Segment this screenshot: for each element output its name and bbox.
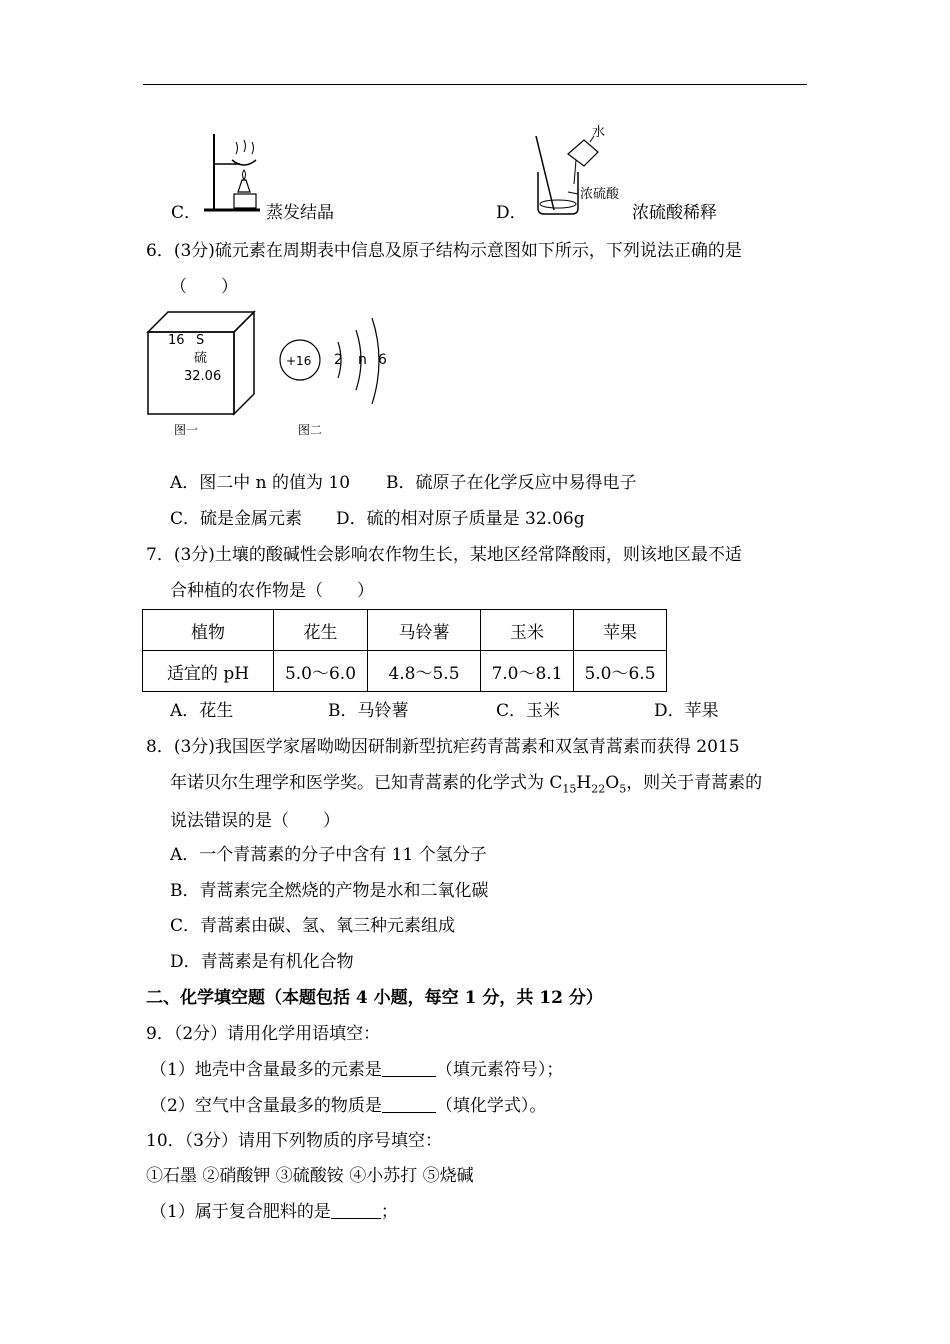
table-header-cell: 花生	[274, 610, 368, 651]
q8-option-c: C．青蒿素由碳、氢、氧三种元素组成	[170, 916, 456, 936]
q6-option-b: B．硫原子在化学反应中易得电子	[386, 473, 637, 493]
q10-item-1-text: （1）属于复合肥料的是	[150, 1202, 331, 1222]
formula-h: H	[576, 773, 592, 793]
element-mass: 32.06	[184, 369, 222, 384]
q6-stem-line2: （ ）	[170, 277, 238, 297]
formula-h-subscript: 22	[591, 782, 606, 796]
table-row	[143, 651, 667, 692]
evaporation-apparatus-figure	[200, 130, 266, 216]
table-cell: 5.0～6.0	[274, 651, 368, 692]
ph-table	[142, 609, 667, 692]
section-2-heading: 二、化学填空题（本题包括 4 小题，每空 1 分，共 12 分）	[146, 988, 603, 1008]
q9-item-1-text: （1）地壳中含量最多的元素是	[150, 1060, 382, 1080]
figure-1-caption: 图一	[174, 423, 199, 437]
q5-option-c-text: 蒸发结晶	[266, 203, 334, 223]
element-name: 硫	[194, 351, 208, 366]
q7-stem-line1: 7．(3分)土壤的酸碱性会影响农作物生长，某地区经常降酸雨，则该地区最不适	[146, 545, 742, 565]
figure-2-caption: 图二	[298, 423, 323, 437]
shell-3-electrons: 6	[378, 352, 387, 368]
q7-option-c: C．玉米	[496, 701, 561, 721]
fig-d-label-acid: 浓硫酸	[580, 187, 620, 202]
shell-1-electrons: 2	[334, 352, 343, 368]
periodic-table-cell-figure	[146, 310, 266, 438]
answer-blank[interactable]	[382, 1096, 436, 1113]
table-cell: 7.0～8.1	[481, 651, 574, 692]
nucleus-charge: +16	[286, 354, 312, 368]
q8-option-d: D．青蒿素是有机化合物	[170, 952, 354, 972]
q7-option-a: A．花生	[170, 701, 234, 721]
element-symbol: S	[196, 333, 205, 348]
q9-stem: 9．（2分）请用化学用语填空：	[146, 1024, 381, 1044]
q9-item-1	[150, 1055, 563, 1080]
q8-option-a: A．一个青蒿素的分子中含有 11 个氢分子	[170, 845, 487, 865]
q7-stem-line2: 合种植的农作物是（ ）	[170, 581, 374, 601]
table-header-cell: 马铃薯	[368, 610, 481, 651]
table-cell: 5.0～6.5	[574, 651, 667, 692]
q8-stem-line2-text: 年诺贝尔生理学和医学奖。已知青蒿素的化学式为 C	[170, 773, 563, 793]
fig-d-label-water: 水	[592, 125, 606, 140]
table-header-row	[143, 610, 667, 651]
q7-option-d: D．苹果	[654, 701, 719, 721]
q9-item-2-hint: （填化学式）。	[435, 1096, 547, 1116]
q10-item-1	[150, 1197, 398, 1222]
formula-c-subscript: 15	[562, 782, 577, 796]
table-cell: 适宜的 pH	[143, 651, 274, 692]
q10-stem: 10．（3分）请用下列物质的序号填空：	[146, 1131, 442, 1151]
element-number: 16	[168, 333, 185, 348]
q5-option-d-text: 浓硫酸稀释	[632, 203, 717, 223]
header-rule	[143, 84, 807, 85]
q8-stem-line3: 说法错误的是（ ）	[170, 811, 340, 831]
q5-option-c-letter: C．	[171, 203, 202, 223]
q9-item-2	[150, 1091, 546, 1116]
acid-dilution-figure	[528, 122, 628, 218]
q9-item-1-hint: （填元素符号）；	[435, 1060, 564, 1080]
q7-option-b: B．马铃薯	[328, 701, 409, 721]
q8-option-b: B．青蒿素完全燃烧的产物是水和二氧化碳	[170, 881, 489, 901]
q10-item-1-end: ；	[380, 1202, 398, 1222]
table-cell: 4.8～5.5	[368, 651, 481, 692]
q10-substances: ①石墨 ②硝酸钾 ③硫酸铵 ④小苏打 ⑤烧碱	[146, 1166, 474, 1186]
q8-stem-line1: 8．(3分)我国医学家屠呦呦因研制新型抗疟药青蒿素和双氢青蒿素而获得 2015	[146, 737, 740, 757]
q8-stem-line2-end: ，则关于青蒿素的	[626, 773, 763, 793]
q5-option-d-letter: D．	[496, 203, 527, 223]
formula-o: O	[605, 773, 620, 793]
table-header-cell: 玉米	[481, 610, 574, 651]
table-header-cell: 植物	[143, 610, 274, 651]
q6-option-d: D．硫的相对原子质量是 32.06g	[336, 509, 585, 529]
answer-blank[interactable]	[382, 1060, 436, 1077]
answer-blank[interactable]	[331, 1202, 381, 1219]
q6-stem-line1: 6．(3分)硫元素在周期表中信息及原子结构示意图如下所示，下列说法正确的是	[146, 241, 742, 261]
q8-stem-line2	[170, 768, 762, 795]
q6-option-a: A．图二中 n 的值为 10	[170, 473, 351, 493]
q9-item-2-text: （2）空气中含量最多的物质是	[150, 1096, 382, 1116]
formula-o-subscript: 5	[619, 782, 627, 796]
atomic-structure-figure	[278, 312, 398, 438]
q6-option-c: C．硫是金属元素	[170, 509, 303, 529]
shell-2-electrons: n	[358, 352, 367, 368]
table-header-cell: 苹果	[574, 610, 667, 651]
